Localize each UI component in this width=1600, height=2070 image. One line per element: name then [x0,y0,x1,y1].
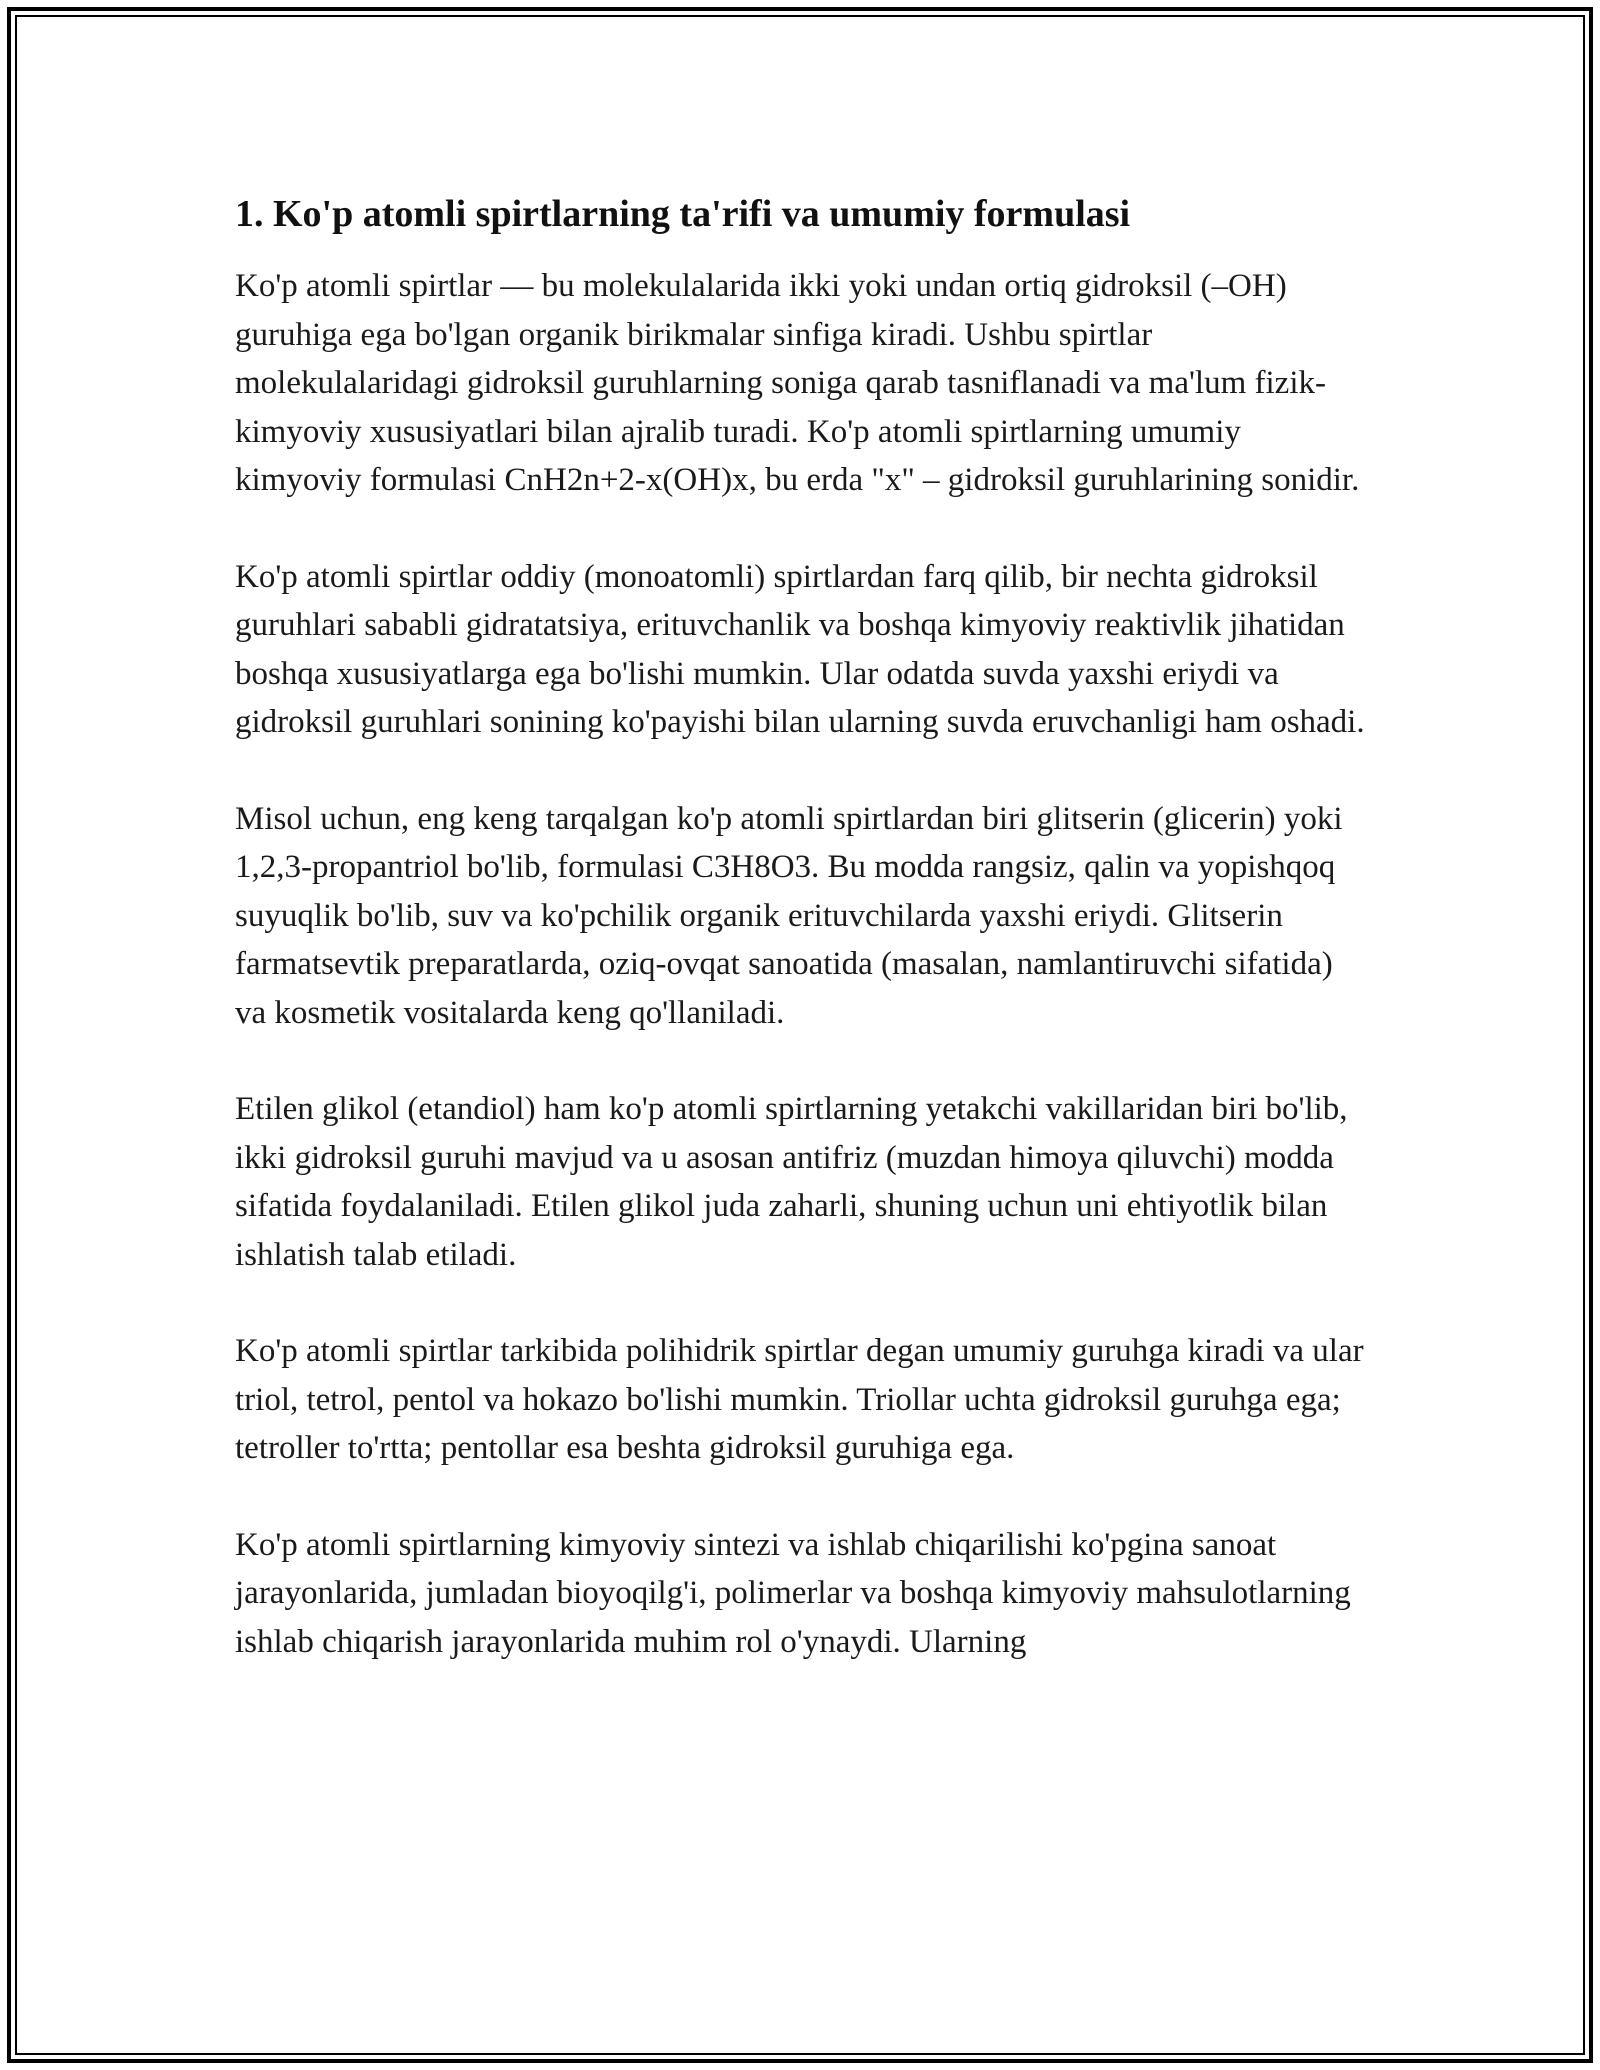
paragraph-definition: Ko'p atomli spirtlar — bu molekulalarida ikki yoki undan ortiq gidroksil (–OH) guruhiga ega bo'lgan organik birikmalar sinfiga kiradi. Ushbu spirtlar molekulalaridagi gidroksil guruhlarning soniga qarab tasniflanadi va ma'lum fizik-kimyoviy xususiyatlari bilan ajralib turadi. Ko'p atomli spirtlarning umumiy kimyoviy formulasi CnH2n+2-x(OH)x, bu erda "x" – gidroksil guruhlarining sonidir. [235,268,1360,498]
paragraph-synthesis: Ko'p atomli spirtlarning kimyoviy sintezi va ishlab chiqarilishi ko'pgina sanoat jarayonlarida, jumladan bioyoqilg'i, polimerlar va boshqa kimyoviy mahsulotlarning ishlab chiqarish jarayonlarida muhim rol o'ynaydi. Ularning [235,1526,1351,1660]
document-body [235,186,1370,1666]
paragraph-glycerin: Misol uchun, eng keng tarqalgan ko'p atomli spirtlardan biri glitserin (glicerin) yoki 1,2,3-propantriol bo'lib, formulasi C3H8O3. Bu modda rangsiz, qalin va yopishqoq suyuqlik bo'lib, suv va ko'pchilik organik erituvchilarda yaxshi eriydi. Glitserin farmatsevtik preparatlarda, oziq-ovqat sanoatida (masalan, namlantiruvchi sifatida) va kosmetik vositalarda keng qo'llaniladi. [235,800,1343,1031]
paragraph-polyhydric: Ko'p atomli spirtlar tarkibida polihidrik spirtlar degan umumiy guruhga kiradi va ular triol, tetrol, pentol va hokazo bo'lishi mumkin. Triollar uchta gidroksil guruhga ega; tetroller to'rtta; pentollar esa beshta gidroksil guruhiga ega. [235,1333,1364,1466]
paragraph-properties: Ko'p atomli spirtlar oddiy (monoatomli) spirtlardan farq qilib, bir nechta gidroksil guruhlari sababli gidratatsiya, erituvchanlik va boshqa kimyoviy reaktivlik jihatidan boshqa xususiyatlarga ega bo'lishi mumkin. Ular odatda suvda yaxshi eriydi va gidroksil guruhlari sonining ko'payishi bilan ularning suvda eruvchanligi ham oshadi. [235,558,1365,740]
section-heading: 1. Ko'p atomli spirtlarning ta'rifi va umumiy formulasi [235,193,1131,235]
paragraph-ethylene-glycol: Etilen glikol (etandiol) ham ko'p atomli spirtlarning yetakchi vakillaridan biri bo'lib, ikki gidroksil guruhi mavjud va u asosan antifriz (muzdan himoya qiluvchi) modda sifatida foydalaniladi. Etilen glikol juda zaharli, shuning uchun uni ehtiyotlik bilan ishlatish talab etiladi. [235,1091,1348,1273]
